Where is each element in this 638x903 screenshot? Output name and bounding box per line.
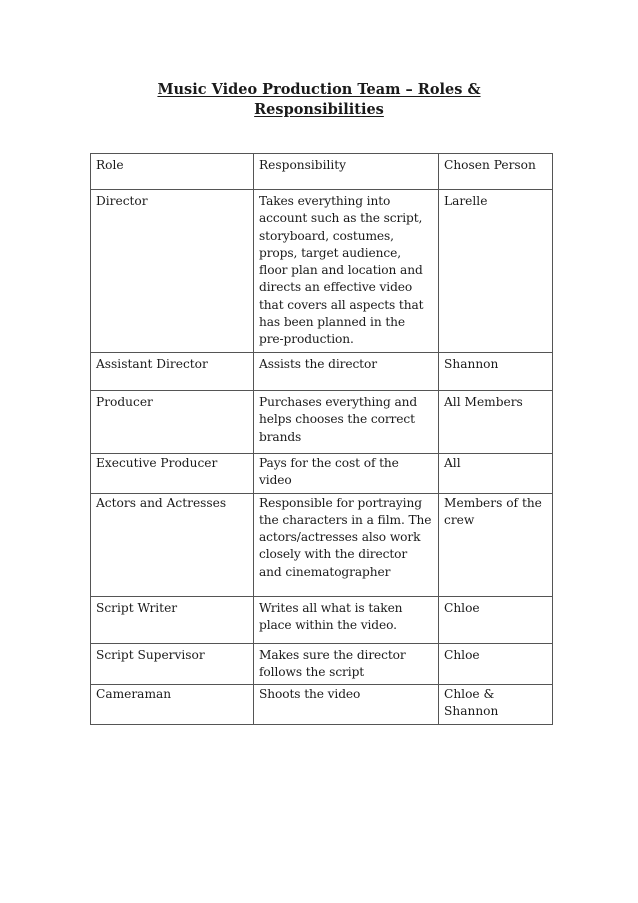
responsibility-cell: Takes everything into account such as the script, storyboard, costumes, props, target audience, floor plan and location and directs an effective video that covers all aspects that has been planned in the pre-production. [254,190,439,353]
role-cell: Cameraman [91,685,254,725]
responsibility-cell: Makes sure the director follows the script [254,643,439,685]
role-cell: Executive Producer [91,454,254,494]
title-line-1: Music Video Production Team – Roles & [157,81,481,98]
person-cell: Chloe [439,643,553,685]
roles-table [90,153,553,725]
role-cell: Script Supervisor [91,643,254,685]
person-cell: Chloe [439,596,553,643]
role-cell: Director [91,190,254,353]
responsibility-cell: Pays for the cost of the video [254,454,439,494]
person-cell: All Members [439,391,553,454]
table-row [91,493,553,596]
table-row [91,454,553,494]
table-row [91,685,553,725]
header-responsibility: Responsibility [254,154,439,190]
responsibility-cell: Responsible for portraying the characters in a film. The actors/actresses also work closely with the director and cinematographer [254,493,439,596]
person-cell: All [439,454,553,494]
role-cell: Assistant Director [91,353,254,391]
table-row [91,190,553,353]
responsibility-cell: Shoots the video [254,685,439,725]
document-title [140,80,498,120]
table-row [91,643,553,685]
responsibility-cell: Writes all what is taken place within the video. [254,596,439,643]
role-cell: Actors and Actresses [91,493,254,596]
table-row [91,391,553,454]
person-cell: Larelle [439,190,553,353]
responsibility-cell: Assists the director [254,353,439,391]
role-cell: Script Writer [91,596,254,643]
title-line-2: Responsibilities [254,101,384,118]
table-header-row [91,154,553,190]
person-cell: Shannon [439,353,553,391]
table-row [91,353,553,391]
header-role: Role [91,154,254,190]
person-cell: Members of the crew [439,493,553,596]
person-cell: Chloe & Shannon [439,685,553,725]
table-row [91,596,553,643]
role-cell: Producer [91,391,254,454]
header-chosen-person: Chosen Person [439,154,553,190]
responsibility-cell: Purchases everything and helps chooses the correct brands [254,391,439,454]
